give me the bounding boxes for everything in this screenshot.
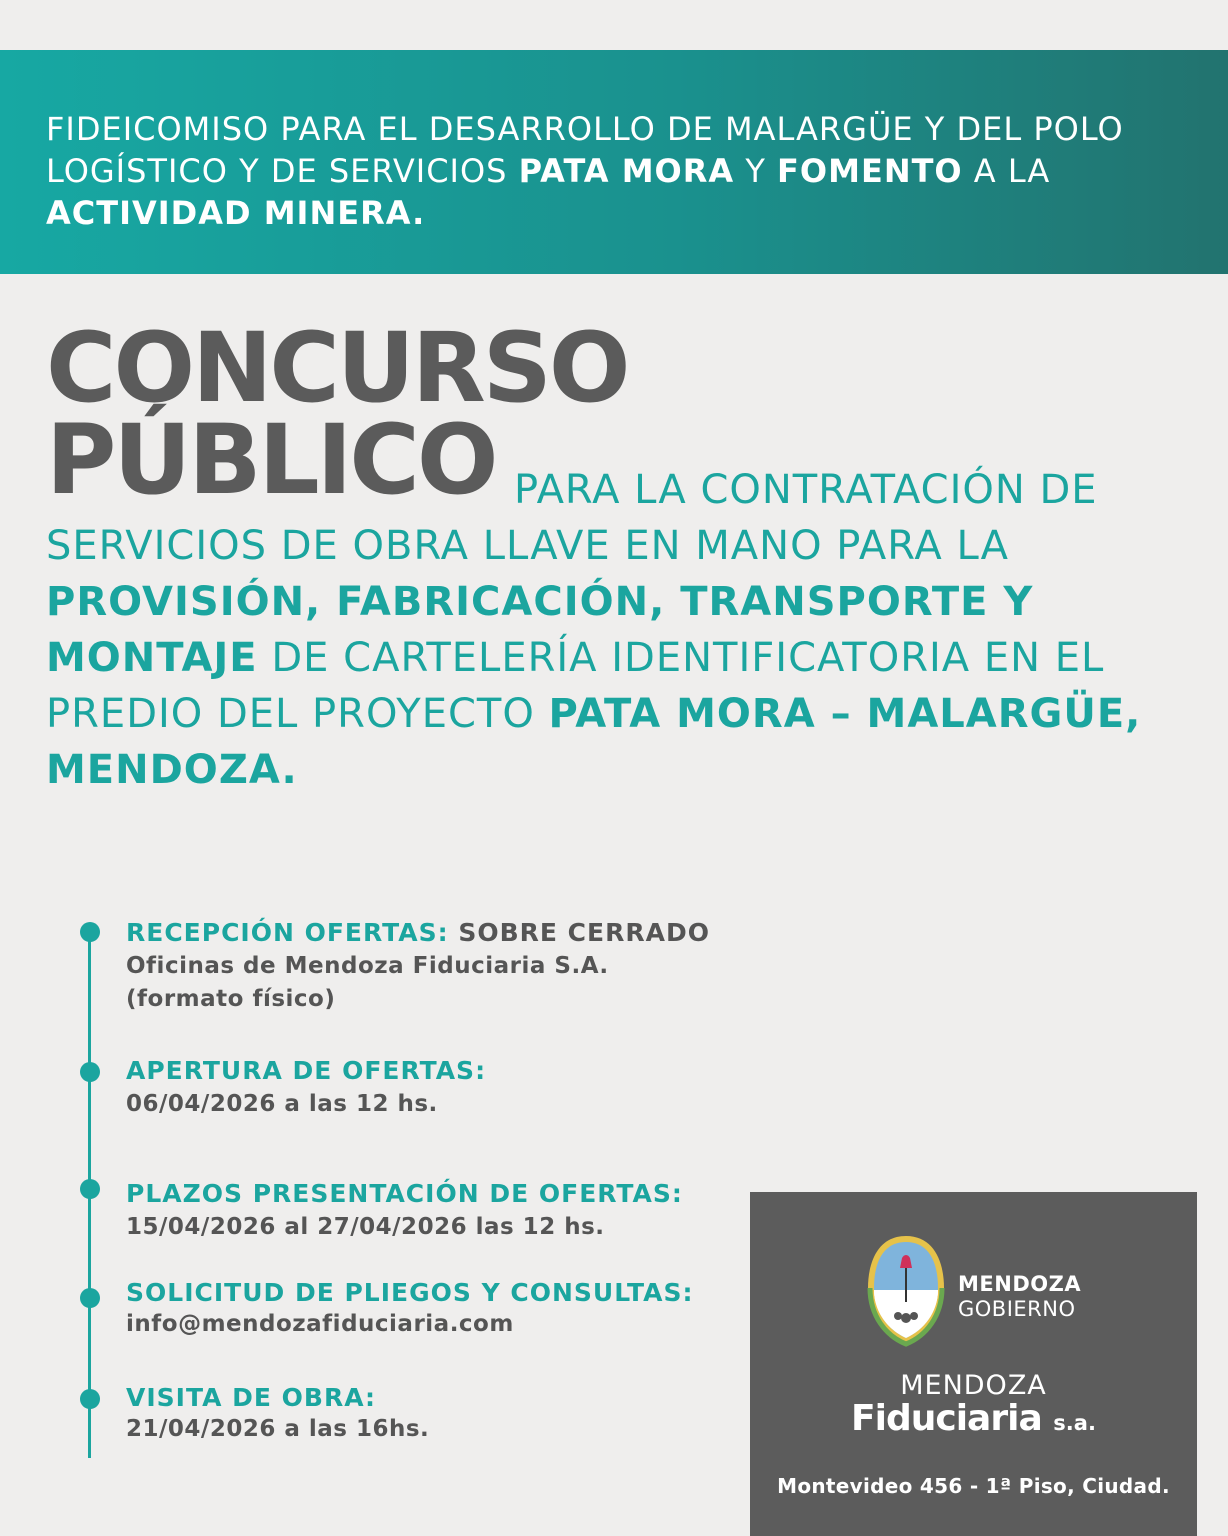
plazos-label: PLAZOS PRESENTACIÓN DE OFERTAS: — [126, 1179, 683, 1208]
solicitud-label: SOLICITUD DE PLIEGOS Y CONSULTAS: — [126, 1278, 694, 1307]
subtitle-bold-2: PATA MORA – MALARGÜE, MENDOZA. — [46, 691, 1142, 793]
banner-text-3: A LA — [962, 152, 1051, 190]
mendoza-seal-icon — [864, 1232, 948, 1348]
apertura-label: APERTURA DE OFERTAS: — [126, 1056, 487, 1085]
timeline-dot — [80, 1288, 100, 1308]
banner-text-1: FIDEICOMISO PARA EL DESARROLLO DE MALARGÜE Y DEL POLO LOGÍSTICO Y DE SERVICIOS — [46, 110, 1124, 190]
timeline-item-apertura — [126, 1054, 486, 1121]
recepcion-value: SOBRE CERRADO — [458, 918, 710, 947]
timeline-dot — [80, 922, 100, 942]
subtitle-description — [46, 462, 1206, 798]
fiduciaria-logo — [750, 1398, 1197, 1439]
timeline-dot — [80, 1389, 100, 1409]
timeline-item-recepcion — [126, 916, 710, 1016]
recepcion-label: RECEPCIÓN OFERTAS: — [126, 918, 449, 947]
timeline-item-plazos — [126, 1177, 683, 1244]
address-text: Montevideo 456 - 1ª Piso, Ciudad. — [777, 1474, 1170, 1498]
gobierno-line-1: MENDOZA — [958, 1272, 1082, 1296]
fiduciaria-logo-top: MENDOZA — [900, 1370, 1047, 1401]
recepcion-line-2: (formato físico) — [126, 986, 336, 1012]
visita-line-1: 21/04/2026 a las 16hs. — [126, 1416, 430, 1442]
apertura-line-1: 06/04/2026 a las 12 hs. — [126, 1091, 438, 1117]
fiduciaria-logo-suffix: s.a. — [1053, 1411, 1096, 1435]
fiduciaria-logo-main: Fiduciaria — [851, 1398, 1042, 1439]
subtitle-text-1: PARA LA CONTRATACIÓN DE SERVICIOS DE OBRA LLAVE EN MANO PARA LA — [46, 467, 1098, 569]
subtitle-text-2: DE CARTELERÍA IDENTIFICATORIA EN EL PREDIO DEL PROYECTO — [46, 635, 1105, 737]
title-line-2: PÚBLICO — [46, 404, 496, 516]
solicitud-email: info@mendozafiduciaria.com — [126, 1311, 514, 1337]
plazos-line-1: 15/04/2026 al 27/04/2026 las 12 hs. — [126, 1214, 605, 1240]
timeline-dot — [80, 1179, 100, 1199]
banner-text-2: Y — [734, 152, 778, 190]
timeline-dot — [80, 1062, 100, 1082]
banner-text — [46, 108, 1196, 234]
gobierno-wordmark — [958, 1272, 1081, 1322]
banner-bold-fomento: FOMENTO — [777, 152, 963, 190]
title-line-1: CONCURSO — [46, 312, 628, 424]
recepcion-line-1: Oficinas de Mendoza Fiduciaria S.A. — [126, 953, 609, 979]
timeline-item-visita — [126, 1381, 429, 1443]
footer-logo-panel — [750, 1192, 1197, 1536]
gobierno-line-2: GOBIERNO — [958, 1297, 1076, 1321]
visita-label: VISITA DE OBRA: — [126, 1383, 377, 1412]
banner-bold-actividad: ACTIVIDAD MINERA. — [46, 194, 426, 232]
banner-bold-pata-mora: PATA MORA — [518, 152, 735, 190]
timeline-item-solicitud — [126, 1276, 694, 1338]
subtitle-bold-1: PROVISIÓN, FABRICACIÓN, TRANSPORTE Y MONTAJE — [46, 579, 1034, 681]
